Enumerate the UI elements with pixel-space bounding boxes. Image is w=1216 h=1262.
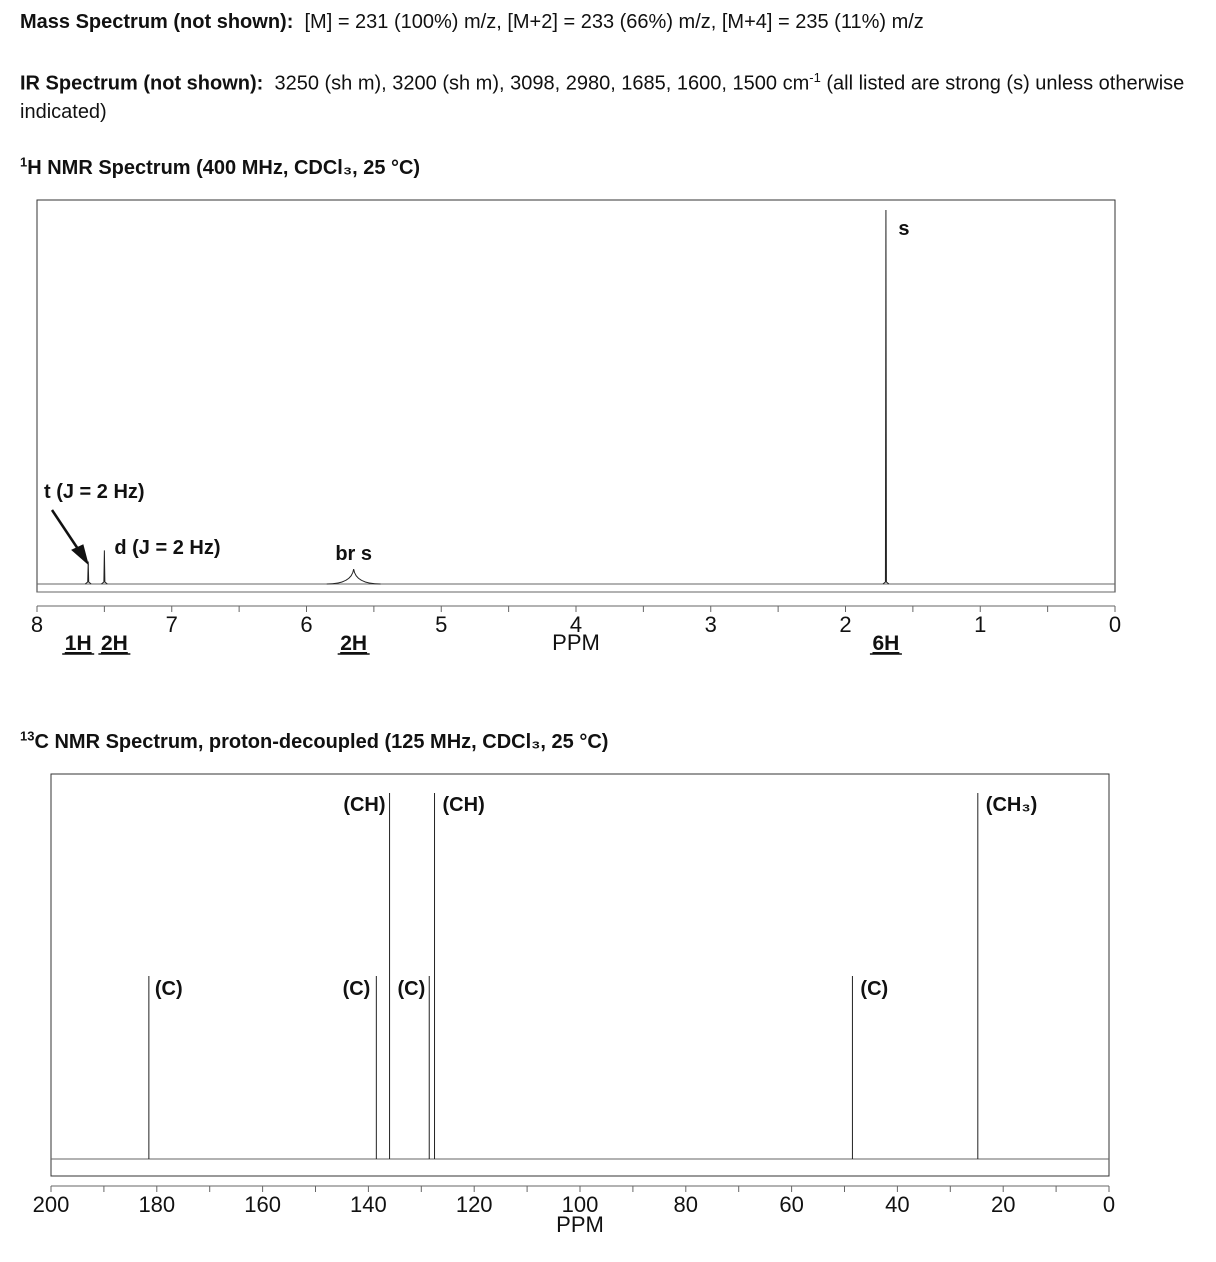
carbon-type-label: (C)	[397, 978, 426, 1000]
nmr-peak	[85, 562, 91, 584]
carbon-type-label: (CH)	[442, 794, 485, 816]
ppm-tick-label: 20	[990, 1192, 1016, 1217]
ppm-tick-label: 200	[32, 1192, 70, 1217]
ppm-tick-label: 8	[30, 612, 44, 637]
multiplicity-arrowhead	[72, 545, 88, 564]
c-nmr-chart	[0, 765, 1216, 1255]
h-nmr-title	[20, 148, 420, 182]
c-nmr-title-isotope: 13	[20, 728, 35, 743]
plot-frame	[51, 774, 1109, 1176]
ir-spectrum-line	[20, 64, 1190, 126]
ir-spectrum-label: IR Spectrum (not shown):	[20, 72, 264, 95]
ppm-tick-label: 120	[455, 1192, 493, 1217]
mass-spectrum-line	[20, 8, 924, 36]
h-nmr-chart	[0, 190, 1216, 680]
x-axis-title: PPM	[556, 1212, 604, 1237]
integration-label: 6H	[872, 632, 900, 655]
c-nmr-title-text: C NMR Spectrum, proton-decoupled (125 MHz, CDCl₃, 25 °C)	[34, 730, 609, 753]
multiplicity-label: d (J = 2 Hz)	[114, 537, 221, 559]
h-nmr-title-isotope: 1	[20, 154, 28, 169]
ir-spectrum-values: 3250 (sh m), 3200 (sh m), 3098, 2980, 1685, 1600, 1500 cm	[274, 72, 810, 95]
ppm-tick-label: 0	[1108, 612, 1122, 637]
ppm-tick-label: 2	[839, 612, 852, 637]
ppm-tick-label: 40	[885, 1192, 910, 1217]
multiplicity-label: t (J = 2 Hz)	[44, 481, 145, 503]
ppm-tick-label: 1	[974, 612, 987, 637]
ppm-tick-label: 3	[704, 612, 717, 637]
ppm-tick-label: 180	[138, 1192, 176, 1217]
x-axis-title: PPM	[552, 630, 600, 655]
ppm-tick-label: 60	[779, 1192, 804, 1217]
integration-label: 2H	[340, 632, 368, 655]
ppm-tick-label: 0	[1102, 1192, 1116, 1217]
multiplicity-label: s	[898, 218, 910, 240]
carbon-type-label: (C)	[154, 978, 183, 1000]
ppm-tick-label: 80	[673, 1192, 699, 1217]
ppm-tick-label: 6	[300, 612, 313, 637]
nmr-peak	[101, 550, 107, 584]
ir-unit-superscript: -1	[809, 70, 821, 85]
carbon-type-label: (C)	[342, 978, 371, 1000]
plot-frame	[37, 200, 1115, 592]
multiplicity-label: br s	[335, 543, 373, 565]
ir-spectrum-note: (all listed are strong (s) unless otherwise indicated)	[20, 72, 1185, 123]
nmr-peak	[327, 569, 381, 584]
carbon-type-label: (CH)	[343, 794, 386, 816]
carbon-type-label: (CH₃)	[985, 794, 1038, 816]
ppm-tick-label: 100	[561, 1192, 599, 1217]
nmr-peak	[883, 210, 889, 584]
h-nmr-title-text: H NMR Spectrum (400 MHz, CDCl₃, 25 °C)	[27, 156, 421, 179]
mass-spectrum-label: Mass Spectrum (not shown):	[20, 11, 294, 33]
multiplicity-arrow	[52, 510, 80, 552]
ppm-tick-label: 140	[350, 1192, 387, 1217]
ppm-tick-label: 4	[569, 612, 583, 637]
mass-spectrum-text: [M] = 231 (100%) m/z, [M+2] = 233 (66%) m/z, [M+4] = 235 (11%) m/z	[304, 11, 924, 33]
c-nmr-title	[20, 722, 608, 756]
integration-label: 1H	[64, 632, 92, 655]
carbon-type-label: (C)	[860, 978, 889, 1000]
ppm-tick-label: 5	[435, 612, 448, 637]
integration-label: 2H	[100, 632, 128, 655]
ppm-tick-label: 7	[165, 612, 178, 637]
ppm-tick-label: 160	[244, 1192, 281, 1217]
